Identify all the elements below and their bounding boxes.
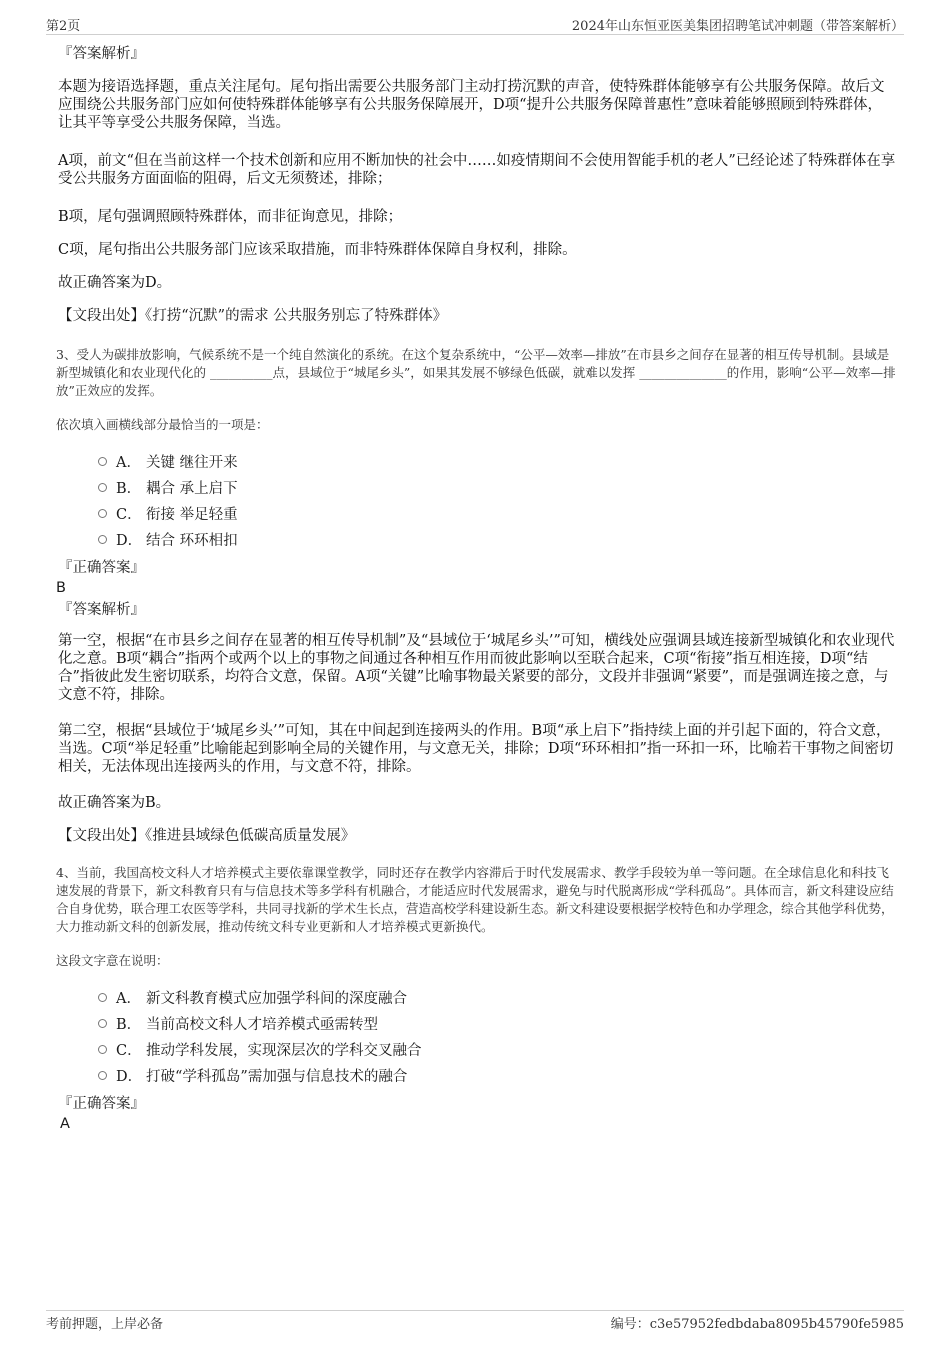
q3-conclusion: 故正确答案为B。	[58, 795, 171, 811]
document-title: 2024年山东恒亚医美集团招聘笔试冲刺题（带答案解析）	[571, 19, 904, 34]
q3-option-b[interactable]: B． 耦合 承上启下	[98, 474, 896, 500]
q2-analysis-para-4: C项，尾句指出公共服务部门应该采取措施，而非特殊群体保障自身权利，排除。	[58, 242, 577, 258]
q3-analysis-para-1: 第一空，根据“在市县乡之间存在显著的相互传导机制”及“县域位于‘城尾乡头’”可知，横线处应强调县域连接新型城镇化和农业现代化之意。B项“耦合”指两个或两个以上的事物之间通过各种相互作用而彼此影响以至联合起来，C项“衔接”指互相连接，D项“结合”指彼此发生密切联系，均符合文意，保留。A项“关键”比喻事物最关紧要的部分，文段并非强调“紧要”，而是强调连接之意，与文意不符，排除。	[58, 633, 895, 703]
q3-question: 3、受人为碳排放影响，气候系统不是一个纯自然演化的系统。在这个复杂系统中，“公平—效率—排放”在市县乡之间存在显著的相互传导机制。县域是新型城镇化和农业现代化的 __________点，县域位于“城尾乡头”，如果其发展不够绿色低碳，就难以发挥 ______________的作用，影响“公平—效率—排放”正效应的发挥。	[56, 347, 896, 398]
radio-icon[interactable]	[98, 457, 107, 466]
q2-analysis-label: 『答案解析』	[58, 46, 145, 62]
q2-conclusion: 故正确答案为D。	[58, 275, 172, 291]
q3-analysis-label: 『答案解析』	[58, 602, 145, 618]
q3-option-a[interactable]: A． 关键 继往开来	[98, 448, 896, 474]
q3-prompt: 依次填入画横线部分最恰当的一项是：	[56, 417, 269, 432]
q2-analysis-para-3: B项，尾句强调照顾特殊群体，而非征询意见，排除；	[58, 209, 403, 225]
q3-option-d[interactable]: D． 结合 环环相扣	[98, 526, 896, 552]
q4-option-d[interactable]: D． 打破“学科孤岛”需加强与信息技术的融合	[98, 1062, 896, 1088]
page-footer	[46, 1310, 904, 1333]
q2-source: 【文段出处】《打捞“沉默”的需求 公共服务别忘了特殊群体》	[58, 308, 448, 324]
radio-icon[interactable]	[98, 535, 107, 544]
document-id: 编号：c3e57952fedbdaba8095b45790fe5985	[610, 1317, 904, 1332]
q4-option-c[interactable]: C． 推动学科发展，实现深层次的学科交叉融合	[98, 1036, 896, 1062]
radio-icon[interactable]	[98, 483, 107, 492]
radio-icon[interactable]	[98, 1019, 107, 1028]
q4-option-b[interactable]: B． 当前高校文科人才培养模式亟需转型	[98, 1010, 896, 1036]
page-content	[56, 44, 896, 1136]
q3-option-c[interactable]: C． 衔接 举足轻重	[98, 500, 896, 526]
page-number: 第2页	[46, 19, 81, 34]
q3-answer-label: 『正确答案』	[58, 560, 145, 576]
q4-prompt: 这段文字意在说明：	[56, 953, 169, 968]
q4-question: 4、当前，我国高校文科人才培养模式主要依靠课堂教学，同时还存在教学内容滞后于时代发展需求、教学手段较为单一等问题。在全球信息化和科技飞速发展的背景下，新文科教育只有与信息技术等多学科有机融合，才能适应时代发展需求，避免与时代脱离形成“学科孤岛”。具体而言，新文科建设应结合自身优势，联合理工农医等学科，共同寻找新的学术生长点，营造高校学科建设新生态。新文科建设要根据学校特色和办学理念，综合其他学科优势，大力推动新文科的创新发展，推动传统文科专业更新和人才培养模式更新换代。	[56, 865, 894, 934]
q4-options	[98, 984, 896, 1088]
radio-icon[interactable]	[98, 1071, 107, 1080]
q4-answer-label: 『正确答案』	[58, 1096, 145, 1112]
page-header	[46, 14, 904, 35]
q4-option-a[interactable]: A． 新文科教育模式应加强学科间的深度融合	[98, 984, 896, 1010]
footer-slogan: 考前押题，上岸必备	[46, 1317, 164, 1332]
q3-source: 【文段出处】《推进县域绿色低碳高质量发展》	[58, 828, 356, 844]
q3-answer: B	[56, 580, 66, 596]
q4-answer: A	[60, 1116, 70, 1132]
q3-options	[98, 448, 896, 552]
radio-icon[interactable]	[98, 993, 107, 1002]
q2-analysis-para-2: A项，前文“但在当前这样一个技术创新和应用不断加快的社会中……如疫情期间不会使用智能手机的老人”已经论述了特殊群体在享受公共服务方面面临的阻碍，后文无须赘述，排除；	[58, 153, 896, 187]
radio-icon[interactable]	[98, 1045, 107, 1054]
radio-icon[interactable]	[98, 509, 107, 518]
q3-analysis-para-2: 第二空，根据“县域位于‘城尾乡头’”可知，其在中间起到连接两头的作用。B项“承上启下”指持续上面的并引起下面的，符合文意，当选。C项“举足轻重”比喻能起到影响全局的关键作用，与文意无关，排除；D项“环环相扣”指一环扣一环，比喻若干事物之间密切相关，无法体现出连接两头的作用，与文意不符，排除。	[58, 723, 894, 775]
q2-analysis-para-1: 本题为接语选择题，重点关注尾句。尾句指出需要公共服务部门主动打捞沉默的声音，使特殊群体能够享有公共服务保障。故后文应围绕公共服务部门应如何使特殊群体能够享有公共服务保障展开，D项“提升公共服务保障普惠性”意味着能够照顾到特殊群体，让其平等享受公共服务保障，当选。	[58, 79, 885, 131]
